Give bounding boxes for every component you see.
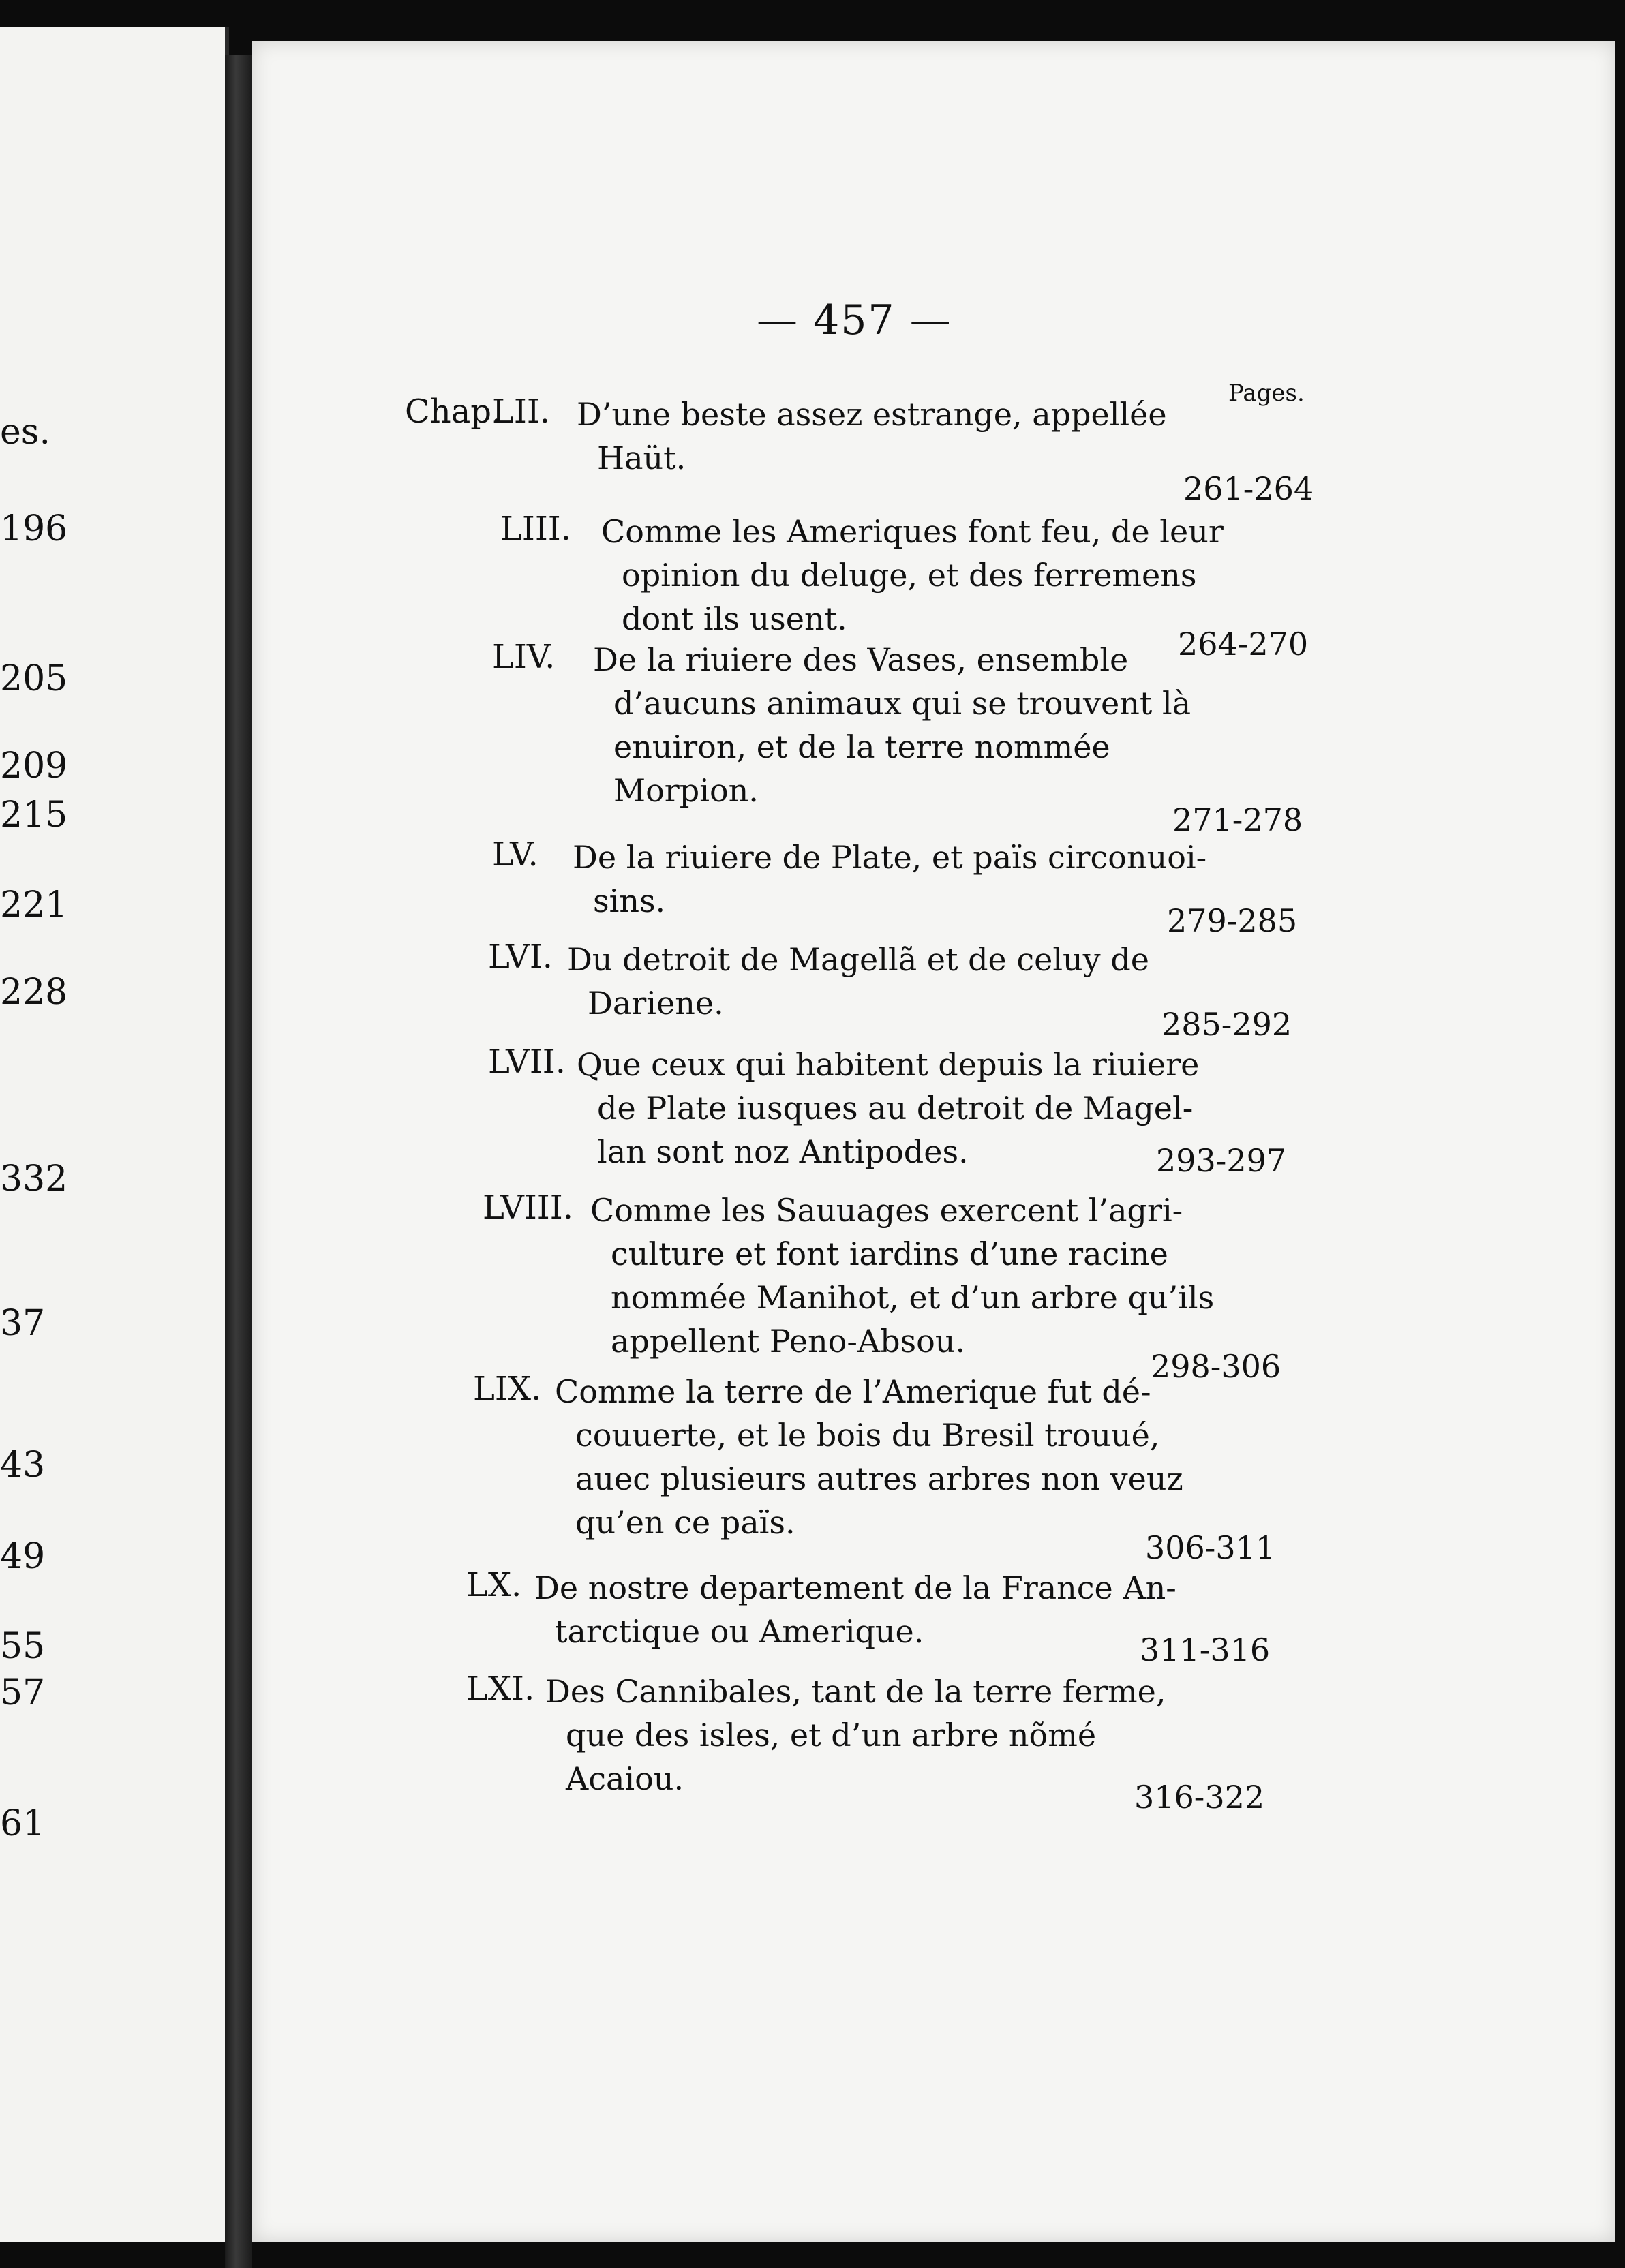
chapter-page-range: 293-297	[1156, 1142, 1287, 1179]
chapter-title-line: Des Cannibales, tant de la terre ferme,	[545, 1673, 1166, 1710]
prev-page-num: 228	[0, 972, 68, 1013]
chapter-title-line: appellent Peno-Absou.	[611, 1323, 966, 1360]
prev-page-num: 221	[0, 885, 68, 925]
chapter-title-line: Comme les Ameriques font feu, de leur	[601, 513, 1224, 550]
previous-page-fragment	[0, 27, 229, 2242]
chapter-page-range: 285-292	[1161, 1006, 1292, 1043]
chapter-numeral: LIX.	[473, 1370, 542, 1408]
prev-page-num: 55	[0, 1626, 46, 1667]
chapter-page-range: 316-322	[1134, 1779, 1265, 1815]
prev-page-num: 209	[0, 746, 68, 786]
chapter-page-range: 298-306	[1151, 1348, 1281, 1385]
chapter-numeral: LV.	[492, 836, 538, 874]
chapter-title-line: lan sont noz Antipodes.	[597, 1133, 969, 1170]
chapter-page-range: 306-311	[1145, 1529, 1276, 1566]
book-gutter	[225, 55, 252, 2268]
chapter-title-line: Haüt.	[597, 440, 686, 476]
chapter-title-line: tarctique ou Amerique.	[555, 1613, 924, 1650]
chapter-page-range: 271-278	[1172, 801, 1303, 838]
chapter-title-line: Comme la terre de l’Amerique fut dé-	[555, 1373, 1151, 1410]
chapter-title-line: Du detroit de Magellã et de celuy de	[567, 941, 1149, 978]
chapter-numeral: LX.	[466, 1566, 522, 1604]
prev-page-num: 49	[0, 1536, 46, 1577]
chapter-page-range: 279-285	[1167, 902, 1298, 939]
prev-page-num: 57	[0, 1672, 46, 1713]
chapter-title-line: qu’en ce païs.	[575, 1504, 795, 1541]
prev-page-num: 43	[0, 1445, 46, 1486]
chapter-title-line: enuiron, et de la terre nommée	[613, 729, 1110, 765]
chapter-title-line: d’aucuns animaux qui se trouvent là	[613, 685, 1191, 722]
chapter-title-line: De la riuiere des Vases, ensemble	[593, 641, 1129, 678]
prev-page-num: 215	[0, 795, 68, 836]
prev-page-num: 196	[0, 508, 68, 549]
chapter-title-line: sins.	[593, 883, 666, 919]
chapter-numeral: LVII.	[488, 1043, 566, 1081]
chapter-title-line: Acaiou.	[566, 1760, 684, 1797]
chapter-title-line: auec plusieurs autres arbres non veuz	[575, 1460, 1183, 1497]
chapter-title-line: nommée Manihot, et d’un arbre qu’ils	[611, 1279, 1215, 1316]
chapter-numeral: LIII.	[500, 510, 572, 548]
table-of-contents-page	[252, 41, 1615, 2242]
prev-page-num: 37	[0, 1303, 46, 1344]
chapter-title-line: couuerte, et le bois du Bresil trouué,	[575, 1417, 1160, 1454]
chapter-title-line: De nostre departement de la France An-	[534, 1569, 1176, 1606]
chapter-page-range: 311-316	[1140, 1631, 1271, 1668]
prev-page-num: 61	[0, 1803, 46, 1844]
prev-page-num: es.	[0, 412, 50, 453]
chapter-title-line: Morpion.	[613, 772, 759, 809]
chapter-title-line: Dariene.	[588, 985, 724, 1022]
chapter-numeral: LVI.	[488, 938, 553, 976]
chapter-page-range: 264-270	[1178, 626, 1309, 662]
chapter-title-line: culture et font iardins d’une racine	[611, 1236, 1168, 1272]
page-number: — 457 —	[757, 296, 952, 344]
prev-page-num: 205	[0, 658, 68, 699]
chapter-title-line: Que ceux qui habitent depuis la riuiere	[577, 1046, 1200, 1083]
chapter-title-line: que des isles, et d’un arbre nõmé	[566, 1717, 1097, 1753]
chapter-numeral: LII.	[492, 393, 551, 431]
pages-column-header: Pages.	[1228, 380, 1305, 407]
chapter-numeral: LVIII.	[483, 1189, 573, 1227]
chapter-title-line: de Plate iusques au detroit de Magel-	[597, 1090, 1194, 1127]
chapter-numeral: LIV.	[492, 638, 556, 676]
chapter-title-line: opinion du deluge, et des ferremens	[622, 557, 1197, 594]
chapter-title-line: Comme les Sauuages exercent l’agri-	[590, 1192, 1183, 1229]
chapter-title-line: dont ils usent.	[622, 600, 847, 637]
chapter-title-line: De la riuiere de Plate, et païs circonuoi-	[573, 839, 1207, 876]
chap-prefix: Chap.	[405, 393, 502, 431]
prev-page-num: 332	[0, 1159, 68, 1199]
chapter-numeral: LXI.	[466, 1670, 535, 1708]
chapter-page-range: 261-264	[1183, 470, 1314, 507]
chapter-title-line: D’une beste assez estrange, appellée	[577, 396, 1167, 433]
